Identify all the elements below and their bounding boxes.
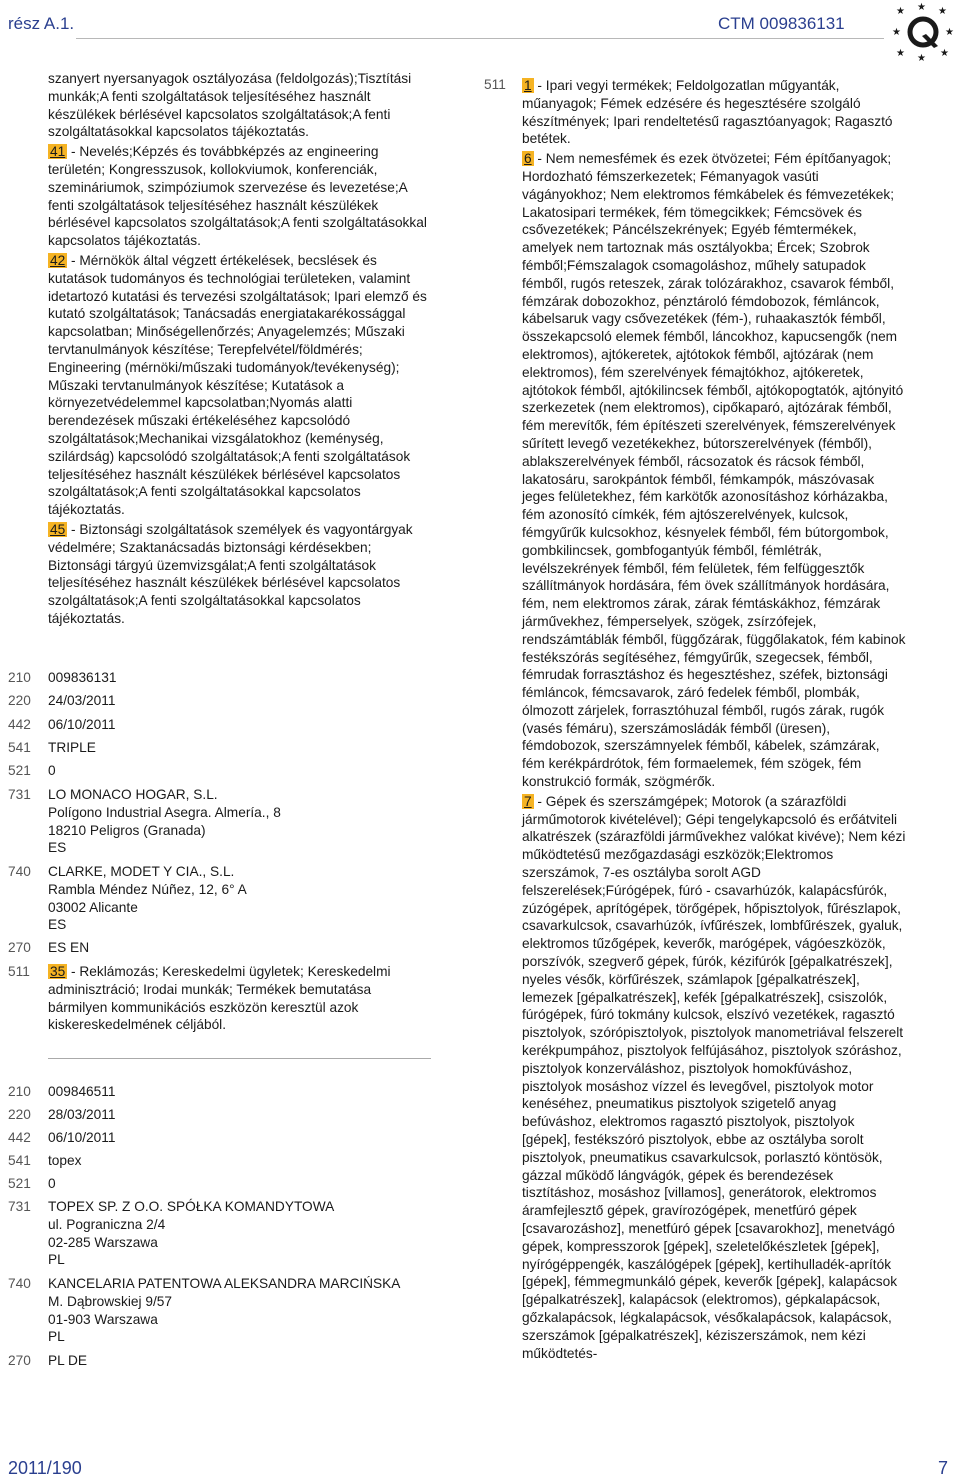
address-line: 02-285 Warszawa	[48, 1234, 158, 1250]
paragraph	[48, 143, 431, 250]
field-code: 521	[8, 763, 31, 778]
paragraph	[522, 77, 906, 148]
svg-text:★: ★	[945, 27, 954, 38]
field-value: PL DE	[48, 1353, 88, 1368]
field-code: 731	[8, 787, 31, 802]
owner-address	[48, 1198, 431, 1269]
address-line: 18210 Peligros (Granada)	[48, 822, 206, 838]
paragraph: szanyert nyersanyagok osztályozása (feldolgozás);Tisztítási munkák;A fenti szolgáltatások teljesítéséhez használt készülékek bérlésével kapcsolatos szolgáltatások;A fenti szolgáltatásokkal kapcsolatos tájékoztatás.	[48, 71, 412, 140]
address-line: TOPEX SP. Z O.O. SPÓŁKA KOMANDYTOWA	[48, 1199, 335, 1214]
field-code: 740	[8, 864, 31, 879]
class-number: 6	[524, 151, 532, 167]
paragraph	[522, 793, 906, 1363]
entry-divider	[48, 1058, 431, 1059]
class-number: 35	[50, 964, 66, 979]
field-value: topex	[48, 1153, 82, 1168]
field-value: TRIPLE	[48, 740, 96, 755]
field-code: 731	[8, 1199, 31, 1214]
address-line: ES	[48, 917, 67, 933]
svg-text:★: ★	[938, 6, 947, 17]
field-code: 210	[8, 1084, 31, 1099]
field-code: 270	[8, 940, 31, 955]
field-code: 511	[8, 964, 30, 979]
svg-text:★: ★	[917, 2, 926, 13]
field-code: 521	[8, 1176, 31, 1191]
header-right: CTM 009836131	[718, 14, 845, 33]
paragraph	[522, 150, 906, 791]
field-value: 0	[48, 763, 56, 778]
class-number: 1	[524, 78, 532, 93]
field-value: ES EN	[48, 940, 90, 955]
class-number: 45	[50, 521, 66, 537]
paragraph-text: - Reklámozás; Kereskedelmi ügyletek; Kereskedelmi adminisztráció; Irodai munkák; Termékek bemutatása bármilyen kommunikációs eszközön keresztül azok kiskereskedelmének céljából.	[48, 964, 391, 1033]
goods-services	[48, 963, 431, 1034]
field-code: 210	[8, 670, 31, 685]
field-value: 009836131	[48, 670, 117, 685]
address-line: 01-903 Warszawa	[48, 1311, 158, 1327]
paragraph	[48, 252, 431, 519]
page-number: 7	[938, 1458, 949, 1478]
field-code: 740	[8, 1276, 31, 1291]
field-code: 442	[8, 1130, 31, 1145]
field-value: 06/10/2011	[48, 1130, 116, 1145]
right-column-text	[522, 77, 906, 1362]
paragraph-text: - Nevelés;Képzés és továbbképzés az engineering területén; Kongresszusok, kollokviumok, konferenciák, szemináriumok, szimpóziumok szervezése és levezetése;A fenti szolgáltatások teljesítéséhez használt készülékek bérlésével kapcsolatos szolgáltatások;A fenti szolgáltatásokkal kapcsolatos tájékoztatás.	[48, 144, 427, 249]
svg-text:★: ★	[940, 48, 949, 59]
paragraph	[48, 521, 431, 628]
paragraph-text: - Ipari vegyi termékek; Feldolgozatlan műgyanták, műanyagok; Fémek edzésére és hegesztésére szolgáló készítmények; Ipari rendeltetésű ragasztóanyagok; Ragasztó betétek.	[522, 78, 893, 147]
paragraph-text: - Mérnökök által végzett értékelések, becslések és kutatások tudományos és technológiai területeken, valamint idetartozó kutatási és tervezési szolgáltatások; Ipari elemző és kutató szolgáltatások; Tanácsadás energiatakarékossággal kapcsolatban; Minőségellenőrzés; Anyagelemzés; Műszaki tervtanulmányok készítése; Terepfelvétel/földmérés; Engineering (mérnöki/műszaki tudományok/tevékenység); Műszaki tervtanulmányok készítése; Kutatások a környezetvédelemmel kapcsolatban;Nyomás alatti berendezések műszaki értékeléséhez kapcsolódó szolgáltatások;Mechanikai vizsgálatokhoz (keménység, szilárdság) kapcsolódó szolgáltatások;A fenti szolgáltatások teljesítéséhez használt készülékek bérlésével kapcsolatos szolgáltatások;A fenti szolgáltatásokkal kapcsolatos tájékoztatás.	[48, 252, 427, 518]
field-code: 541	[8, 740, 31, 755]
class-number: 7	[524, 793, 532, 809]
left-column-text	[48, 70, 431, 628]
svg-text:★: ★	[917, 53, 926, 62]
field-code: 442	[8, 717, 31, 732]
field-value: 0	[48, 1176, 56, 1191]
address-line: KANCELARIA PATENTOWA ALEKSANDRA MARCIŃSKA	[48, 1276, 401, 1291]
address-line: PL	[48, 1252, 65, 1268]
paragraph-text: - Nem nemesfémek és ezek ötvözetei; Fém építőanyagok; Hordozható fémszerkezetek; Fémanyagok vasúti vágányokhoz; Nem elektromos fémkábelek és fémvezetékek; Lakatosipari termékek, fém tömegcikkek; Fémcsövek és csővezetékek; Páncélszekrények; Egyéb fémtermékek, amelyek nem tartoznak más osztályokba; Ércek; Szobrok fémből;Fémszalagok csomagoláshoz, műhely satupadok fémből, rugós reteszek, zárak tolózárakhoz, csavarok fémből, fémzárak dobozokhoz, pénztároló fémdobozok, fémláncok, kábelsaruk vagy csővezetékek (fém-), ruhaakasztók fémből, összekapcsoló elemek fémből, láncokhoz, kapucsengők (nem elektromos), ajtókeretek, ajtótokok fémből, ajtózárak (nem elektromos), fém szerelvények fémajtókhoz, ajtókeretek, ajtótokok fémből, ajtókilincsek fémből, ajtókopogtatók, ajtónyitó szerkezetek (nem elektromos), cipőkaparó, ajtózárak fémből, fém merevítők, fém építészeti szerelvények, fémszerelvények sűrített levegő vezetékekhez, bútorszerelvények (fémből), ablakszerelvények fémből, rácsozatok és rácsok fémből, lakatosáru, sarokpántok fémből, fémkampók, mászóvasak jeges felületekhez, fém karkötők azonosításhoz kórházakba, fém azonosító címkék, fém ajtószerelvények, kulcsok, fémgyűrűk kulcsokhoz, késnyelek fémből, fém bútorgombok, gombkilincsek, gombfogantyúk fémből, fémlétrák, levélszekrények fémből, fém felületek, fém felfüggesztők szállítmányok hordására, fém övek szállítmányok hordására, fém, nem elektromos zárak, zárak fémtáskákhoz, fémzárak járművekhez, fémperselyek, szögek, zsírzófejek, rendszámtáblák fémből, függőzárak, függőlakatok, fém kabinok festékszórás segítéséhez, fémgyűrűk, szegecsek, fémből, fémrudak forrasztáshoz és hegesztéshez, széfek, biztonsági fémláncok, fémcsavarok, záró fedelek fémből, plombák, ólmozott zárjelek, forrasztóhuzal fémből, rugós zárak, rugók (vasés fémáru), szerszámosládák fémből (üresen), fémdobozok, szerszámnyelek fémből, kábelek, számzárak, fém kerékpárdrótok, fém formaelemek, fém szögek, fém konstrukció formák, szögmérők.	[522, 151, 906, 790]
address-line: Polígono Industrial Asegra. Almería., 8	[48, 804, 281, 820]
owner-address	[48, 786, 431, 857]
eu-stars-logo-icon	[890, 2, 956, 62]
svg-text:★: ★	[892, 27, 901, 38]
address-line: ul. Pograniczna 2/4	[48, 1216, 166, 1232]
address-line: PL	[48, 1329, 65, 1345]
header-left: rész A.1.	[8, 14, 75, 33]
address-line: ES	[48, 840, 67, 856]
field-code: 511	[484, 77, 506, 92]
svg-text:★: ★	[896, 6, 905, 17]
address-line: 03002 Alicante	[48, 899, 138, 915]
field-code: 220	[8, 1107, 31, 1122]
header-divider	[76, 38, 884, 39]
field-code: 220	[8, 693, 31, 708]
address-line: CLARKE, MODET Y CIA., S.L.	[48, 864, 235, 879]
field-value: 28/03/2011	[48, 1107, 116, 1122]
svg-text:★: ★	[896, 48, 905, 59]
footer-issue: 2011/190	[8, 1458, 82, 1478]
address-line: Rambla Méndez Núñez, 12, 6° A	[48, 881, 247, 897]
class-number: 41	[50, 144, 66, 160]
class-number: 42	[50, 252, 66, 268]
address-line: M. Dąbrowskiej 9/57	[48, 1293, 172, 1309]
paragraph-text: - Gépek és szerszámgépek; Motorok (a szárazföldi járműmotorok kivételével); Gépi tengelykapcsoló és erőátviteli alkatrészek (szárazföldi járművekhez valókat kivéve); Nem kézi működtetésű mezőgazdasági eszközök;Elektromos szerszámok, 7-es osztályba sorolt AGD felszerelések;Fúrógépek, fúró - csavarhúzók, kalapácsfúrók, zúzógépek, aprítógépek, törőgépek, hőpisztolyok, fűrészlapok, csavarkulcsok, csavarhúzók, ívfűrészek, lombfűrészek, gyaluk, elektromos tűzőgépek, keverők, marógépek, vágóeszközök, porszívók, szegverő gépek, fúrók, kézifúrók [gépalkatrészek], nyeles vésők, körfűrészek, számlapok [gépalkatrészek], lemezek [gépalkatrészek], kefék [gépalkatrészek], csiszolók, fúrógépek, fúró tokmány kulcsok, elszívó vezetékek, ragasztó pisztolyok, szórópisztolyok, pisztolyok manometriával felszerelt kerékpumpához, pisztolyok felfújásához, pisztolyok szóráshoz, pisztolyok konzerváláshoz, pisztolyok homokfúváshoz, pisztolyok mosáshoz vízzel és levegővel, pisztolyok motor kenéséhez, pneumatikus pisztolyok szigetelő anyag befúváshoz, elektromos ragasztó pisztolyok, pisztolyok [gépek], festékszóró pisztolyok, ebbe az osztályba sorolt pisztolyok, pneumatikus csavarkulcsok, porlasztó köntösök, gázzal működő lángvágók, gépek és berendezések tisztításhoz, mosáshoz [villamos], generátorok, elektromos áramfejlesztő gépek, gravírozógépek, menetfúró gépek [csavarozáshoz], menetfúró gépek [csavarokhoz], menetvágó gépek, kompresszorok [gépek], szeletelőkészletek [gépek], nyírógéppengék, kaszálógépek [gépek], kertihulladék-aprítók [gépek], fémmegmunkáló gépek, keverők [gépek], kalapácsok [gépalkatrészek], kalapácsok (elektromos), gépkalapácsok, gőzkalapácsok, légkalapácsok, vésőkalapácsok, kalapácsok, szerszámok [gépalkatrészek], kéziszerszámok, nem kézi működtetés-	[522, 793, 906, 1361]
field-code: 270	[8, 1353, 31, 1368]
representative-address	[48, 863, 431, 934]
field-value: 06/10/2011	[48, 717, 116, 732]
address-line: LO MONACO HOGAR, S.L.	[48, 787, 218, 802]
field-value: 24/03/2011	[48, 693, 116, 708]
field-value: 009846511	[48, 1084, 116, 1099]
field-code: 541	[8, 1153, 31, 1168]
representative-address	[48, 1275, 431, 1346]
paragraph-text: - Biztonsági szolgáltatások személyek és vagyontárgyak védelmére; Szaktanácsadás biztonsági kérdésekben; Biztonsági tárgyú üzemvizsgálat;A fenti szolgáltatások teljesítéséhez használt készülékek bérlésével kapcsolatos szolgáltatások;A fenti szolgáltatásokkal kapcsolatos tájékoztatás.	[48, 521, 413, 626]
